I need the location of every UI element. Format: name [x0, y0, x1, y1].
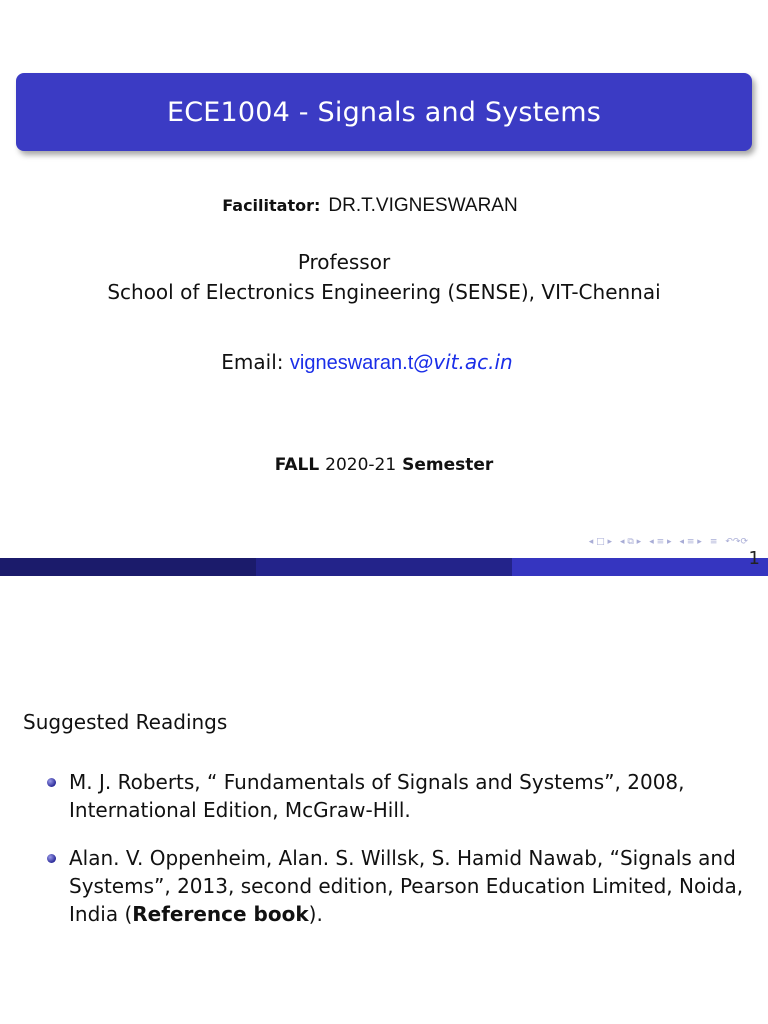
email-domain: @vit.ac.in: [413, 350, 513, 374]
slide-title: ECE1004 - Signals and Systems: [166, 96, 602, 128]
footer-bar: [0, 558, 768, 576]
facilitator-label: Facilitator:: [222, 196, 321, 215]
email-link[interactable]: [290, 350, 513, 374]
list-item: [47, 768, 757, 824]
reading-text-after: ).: [308, 902, 323, 926]
position-title: Professor: [297, 250, 391, 274]
nav-frame-icon[interactable]: ◂ □ ▸: [588, 537, 613, 547]
nav-menu-icon[interactable]: ≡: [709, 537, 718, 547]
semester-word: Semester: [402, 455, 494, 475]
semester-term: FALL: [274, 455, 320, 475]
bullet-icon: [47, 778, 56, 787]
nav-doc-icon[interactable]: ◂ ≡ ▸: [679, 537, 702, 547]
bullet-icon: [47, 854, 56, 863]
readings-list: [47, 768, 757, 948]
nav-subsection-icon[interactable]: ◂ ⧉ ▸: [620, 537, 642, 547]
reading-text-before: Alan. V. Oppenheim, Alan. S. Willsk, S. Hamid Nawab, “Signals and Systems”, 2013, second edition, Pearson Education Limited, Noida, India (: [69, 846, 744, 926]
nav-search-icon[interactable]: ↶↷⟳: [725, 537, 748, 547]
facilitator-name: DR.T.VIGNESWARAN: [328, 195, 518, 216]
footer-segment-right: [512, 558, 768, 576]
email-label: Email:: [221, 350, 284, 374]
list-item: [47, 844, 757, 928]
email-user: vigneswaran.t: [289, 352, 414, 374]
semester-line: [0, 455, 768, 475]
email-line: [0, 350, 734, 375]
semester-year: 2020-21: [325, 455, 397, 475]
readings-heading: Suggested Readings: [23, 710, 228, 734]
reading-text-bold: Reference book: [132, 902, 309, 926]
title-banner: [16, 73, 752, 151]
footer-segment-middle: [256, 558, 512, 576]
slide-2: [0, 576, 768, 1024]
footer-segment-left: [0, 558, 256, 576]
beamer-nav-bar: [589, 537, 748, 547]
reading-text: M. J. Roberts, “ Fundamentals of Signals and Systems”, 2008, International Edition, McGraw-Hill.: [69, 770, 685, 822]
school-name: School of Electronics Engineering (SENSE), VIT-Chennai: [107, 280, 661, 304]
page-number: 1: [748, 548, 760, 569]
facilitator-line: [0, 195, 740, 217]
nav-section-icon[interactable]: ◂ ≡ ▸: [649, 537, 672, 547]
